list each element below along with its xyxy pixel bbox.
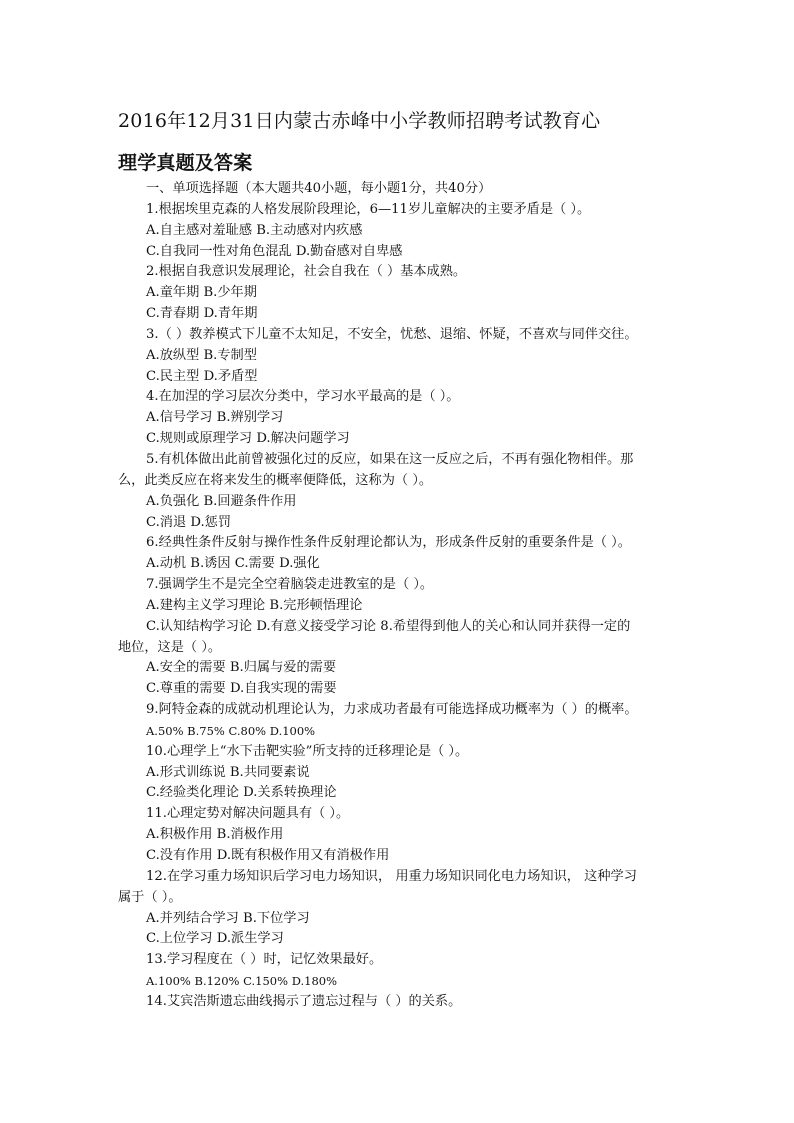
question-12-options-a-b: A.并列结合学习 B.下位学习 — [146, 910, 310, 926]
question-3-options-c-d: C.民主型 D.矛盾型 — [146, 368, 258, 384]
question-1: 1.根据埃里克森的人格发展阶段理论，6—11岁儿童解决的主要矛盾是（ ）。 — [146, 201, 591, 217]
section-heading: 一、单项选择题（本大题共40小题，每小题1分，共40分） — [146, 181, 492, 196]
question-8-options-a-b: A.安全的需要 B.归属与爱的需要 — [146, 660, 337, 676]
question-10-options-a-b: A.形式训练说 B.共同要素说 — [146, 764, 310, 780]
question-7-options-a-b: A.建构主义学习理论 B.完形顿悟理论 — [146, 597, 363, 613]
question-3-options-a-b: A.放纵型 B.专制型 — [146, 347, 257, 363]
question-8-continued: 地位，这是（ ）。 — [118, 639, 222, 655]
question-11-options-a-b: A.积极作用 B.消极作用 — [146, 827, 284, 843]
question-1-options-c-d: C.自我同一性对角色混乱 D.勤奋感对自卑感 — [146, 243, 403, 259]
question-9: 9.阿特金森的成就动机理论认为，力求成功者最有可能选择成功概率为（ ）的概率。 — [146, 702, 638, 718]
question-2-options-c-d: C.青春期 D.青年期 — [146, 306, 258, 322]
question-1-options-a-b: A.自主感对羞耻感 B.主动感对内疚感 — [146, 222, 363, 238]
question-13: 13.学习程度在（ ）时，记忆效果最好。 — [146, 952, 383, 968]
question-14: 14.艾宾浩斯遗忘曲线揭示了遗忘过程与（ ）的关系。 — [146, 993, 462, 1009]
question-4: 4.在加涅的学习层次分类中，学习水平最高的是（ ）。 — [146, 389, 460, 405]
question-5: 5.有机体做出此前曾被强化过的反应，如果在这一反应之后，不再有强化物相伴。那 — [146, 451, 634, 467]
question-4-options-a-b: A.信号学习 B.辨别学习 — [146, 410, 284, 426]
question-7-options-c-d-question-8: C.认知结构学习论 D.有意义接受学习论 8.希望得到他人的关心和认同并获得一定的 — [146, 618, 631, 634]
question-8-options-c-d: C.尊重的需要 D.自我实现的需要 — [146, 681, 337, 697]
question-9-options: A.50% B.75% C.80% D.100% — [146, 723, 316, 738]
question-12: 12.在学习重力场知识后学习电力场知识， 用重力场知识同化电力场知识， 这种学习 — [146, 868, 637, 884]
question-12-options-c-d: C.上位学习 D.派生学习 — [146, 931, 284, 947]
question-4-options-c-d: C.规则或原理学习 D.解决问题学习 — [146, 431, 350, 447]
question-5-options-a-b: A.负强化 B.回避条件作用 — [146, 493, 297, 509]
question-2-options-a-b: A.童年期 B.少年期 — [146, 285, 257, 301]
question-2: 2.根据自我意识发展理论，社会自我在（ ）基本成熟。 — [146, 264, 467, 280]
question-3: 3.（ ）教养模式下儿童不太知足，不安全，忧愁、退缩、怀疑，不喜欢与同伴交往。 — [146, 326, 638, 342]
question-5-continued: 么，此类反应在将来发生的概率便降低，这称为（ ）。 — [118, 472, 433, 488]
question-6: 6.经典性条件反射与操作性条件反射理论都认为，形成条件反射的重要条件是（ ）。 — [146, 535, 631, 551]
document-title-line-1: 2016年12月31日内蒙古赤峰中小学教师招聘考试教育心 — [118, 110, 601, 132]
question-12-continued: 属于（ ）。 — [118, 889, 182, 905]
question-11-options-c-d: C.没有作用 D.既有积极作用又有消极作用 — [146, 848, 390, 863]
question-10: 10.心理学上“水下击靶实验”所支持的迁移理论是（ ）。 — [146, 743, 469, 759]
document-title-line-2: 理学真题及答案 — [118, 152, 253, 174]
question-5-options-c-d: C.消退 D.惩罚 — [146, 514, 232, 530]
document-body — [118, 179, 678, 1013]
question-7: 7.强调学生不是完全空着脑袋走进教室的是（ ）。 — [146, 577, 434, 593]
question-11: 11.心理定势对解决问题具有（ ）。 — [146, 806, 350, 822]
question-6-options: A.动机 B.诱因 C.需要 D.强化 — [146, 556, 320, 572]
question-13-options: A.100% B.120% C.150% D.180% — [146, 974, 338, 989]
question-10-options-c-d: C.经验类化理论 D.关系转换理论 — [146, 785, 337, 801]
